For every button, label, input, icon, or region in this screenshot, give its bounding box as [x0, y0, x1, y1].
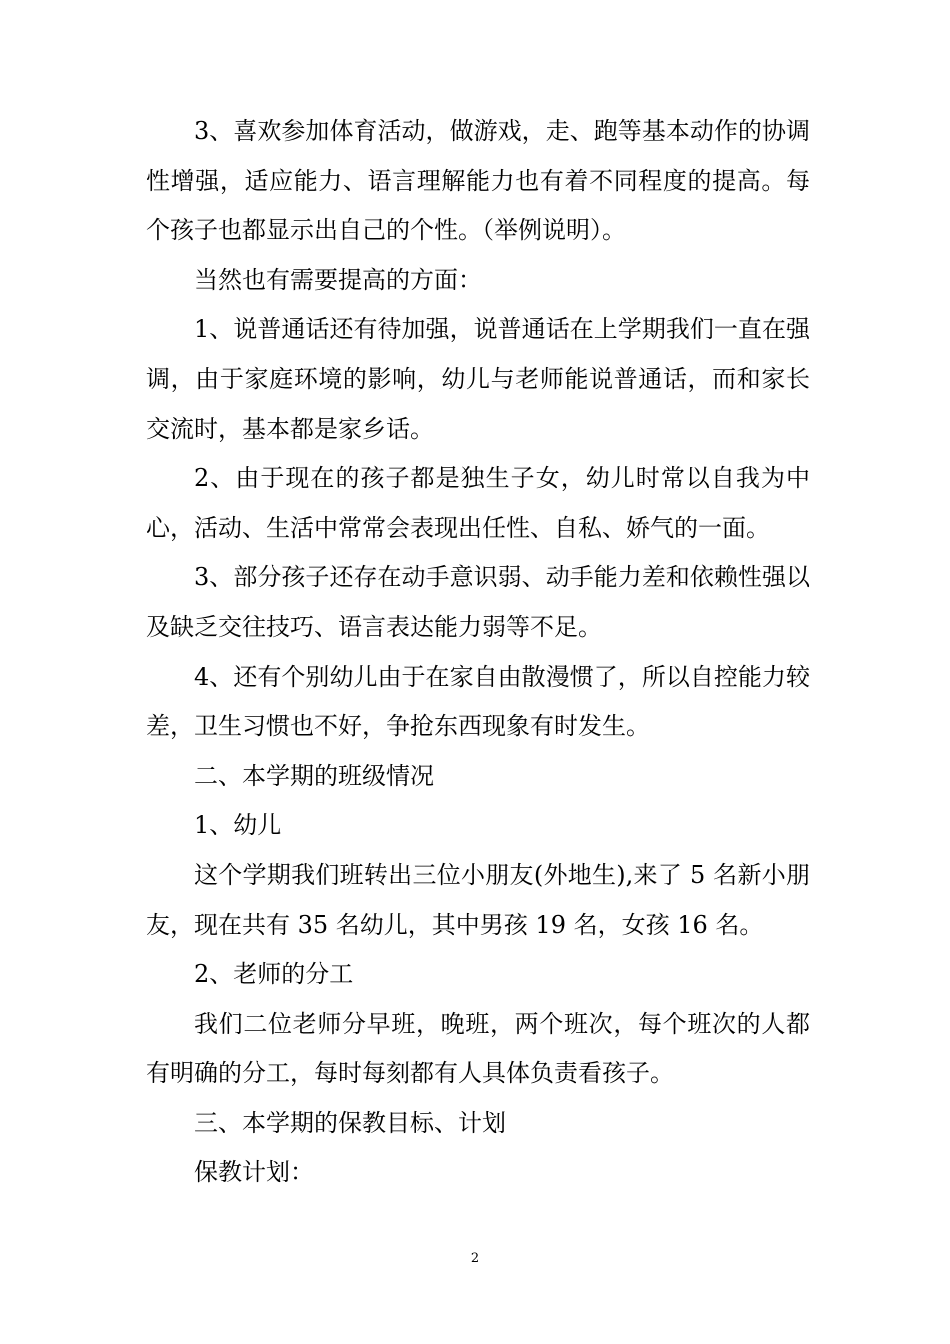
section-heading-goals: 三、本学期的保教目标、计划 — [194, 1108, 506, 1137]
paragraph-ability-coordination: 3、喜欢参加体育活动，做游戏，走、跑等基本动作的协调性增强，适应能力、语言理解能力也有着不同程度的提高。每个孩子也都显示出自己的个性。（举例说明）。 — [146, 117, 810, 245]
paragraph-self-control: 4、还有个别幼儿由于在家自由散漫惯了，所以自控能力较差，卫生习惯也不好，争抢东西现象有时发生。 — [146, 662, 810, 741]
subheading-teacher-division: 2、老师的分工 — [194, 960, 354, 989]
subheading-care-plan: 保教计划： — [194, 1158, 314, 1187]
paragraph-only-children: 2、由于现在的孩子都是独生子女，幼儿时常以自我为中心，活动、生活中常常会表现出任性、自私、娇气的一面。 — [146, 464, 810, 542]
paragraph-improvement-intro: 当然也有需要提高的方面： — [194, 265, 482, 294]
paragraph-hands-on: 3、部分孩子还存在动手意识弱、动手能力差和依赖性强以及缺乏交往技巧、语言表达能力弱等不足。 — [146, 563, 810, 641]
page-number: 2 — [470, 1251, 480, 1266]
paragraph-children-count: 这个学期我们班转出三位小朋友(外地生),来了 5 名新小朋友，现在共有 35 名幼儿，其中男孩 19 名，女孩 16 名。 — [146, 860, 810, 939]
paragraph-mandarin: 1、说普通话还有待加强，说普通话在上学期我们一直在强调，由于家庭环境的影响，幼儿与老师能说普通话，而和家长交流时，基本都是家乡话。 — [146, 315, 810, 443]
subheading-children: 1、幼儿 — [194, 811, 282, 840]
paragraph-teacher-shifts: 我们二位老师分早班，晚班，两个班次，每个班次的人都有明确的分工，每时每刻都有人具体负责看孩子。 — [146, 1009, 810, 1088]
section-heading-class-situation: 二、本学期的班级情况 — [194, 761, 434, 790]
body-text — [146, 107, 810, 1198]
